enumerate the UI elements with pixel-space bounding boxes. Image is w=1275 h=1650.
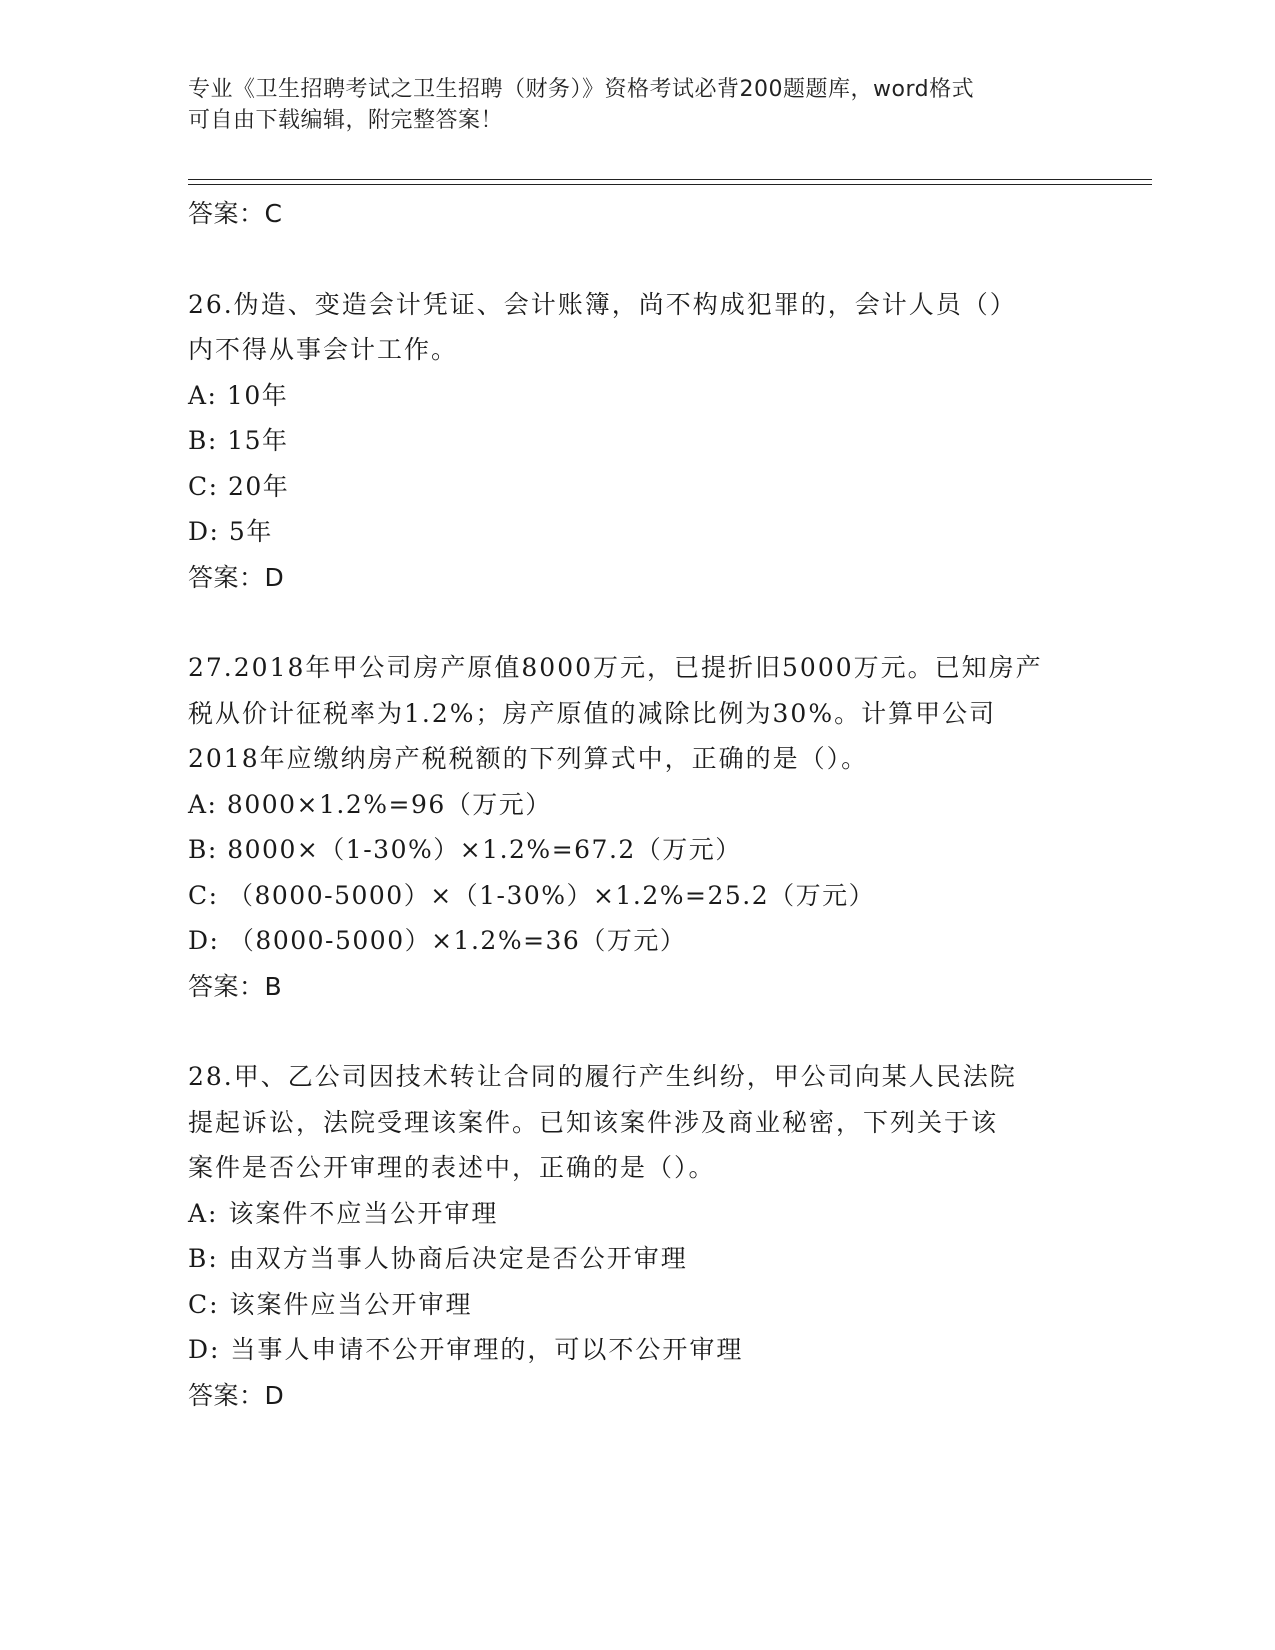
option-c: C: （8000-5000）×（1-30%）×1.2%=25.2（万元）	[188, 880, 876, 910]
page-header	[188, 74, 1068, 136]
previous-answer: 答案：C	[188, 199, 283, 228]
question-stem-line: 案件是否公开审理的表述中，正确的是（）。	[188, 1153, 716, 1182]
answer: 答案：B	[188, 971, 283, 1001]
answer: 答案：D	[188, 562, 285, 592]
question-block-26	[188, 282, 1088, 601]
question-block-28	[188, 1054, 1088, 1418]
question-stem-line: 内不得从事会计工作。	[188, 335, 459, 364]
header-double-rule	[188, 179, 1152, 185]
spacer	[188, 1009, 1088, 1054]
option-b: B: 15年	[188, 426, 289, 455]
question-stem-line: 27.2018年甲公司房产原值8000万元，已提折旧5000万元。已知房产	[188, 653, 1043, 682]
option-c: C: 该案件应当公开审理	[188, 1289, 473, 1319]
option-a: A: 该案件不应当公开审理	[188, 1198, 499, 1228]
answer: 答案：D	[188, 1380, 285, 1410]
question-stem-line: 2018年应缴纳房产税税额的下列算式中，正确的是（）。	[188, 744, 869, 773]
question-stem-line: 28.甲、乙公司因技术转让合同的履行产生纠纷，甲公司向某人民法院	[188, 1062, 1017, 1091]
option-a: A: 8000×1.2%=96（万元）	[188, 789, 552, 819]
option-b: B: 由双方当事人协商后决定是否公开审理	[188, 1244, 688, 1273]
spacer	[188, 237, 1088, 282]
header-line-2: 可自由下载编辑，附完整答案！	[188, 108, 504, 133]
option-c: C: 20年	[188, 471, 290, 501]
option-a: A: 10年	[188, 380, 289, 410]
option-b: B: 8000×（1-30%）×1.2%=67.2（万元）	[188, 835, 742, 864]
option-d: D: 5年	[188, 517, 273, 546]
question-stem-line: 26.伪造、变造会计凭证、会计账簿，尚不构成犯罪的，会计人员（）	[188, 289, 1017, 319]
document-body	[188, 191, 1088, 1418]
question-stem-line: 提起诉讼，法院受理该案件。已知该案件涉及商业秘密，下列关于该	[188, 1107, 999, 1137]
option-d: D: （8000-5000）×1.2%=36（万元）	[188, 926, 687, 955]
question-block-27	[188, 645, 1088, 1009]
header-line-1: 专业《卫生招聘考试之卫生招聘（财务）》资格考试必背200题题库，word格式	[188, 77, 975, 102]
question-stem-line: 税从价计征税率为1.2%；房产原值的减除比例为30%。计算甲公司	[188, 698, 997, 728]
spacer	[188, 600, 1088, 645]
option-d: D: 当事人申请不公开审理的，可以不公开审理	[188, 1335, 744, 1364]
